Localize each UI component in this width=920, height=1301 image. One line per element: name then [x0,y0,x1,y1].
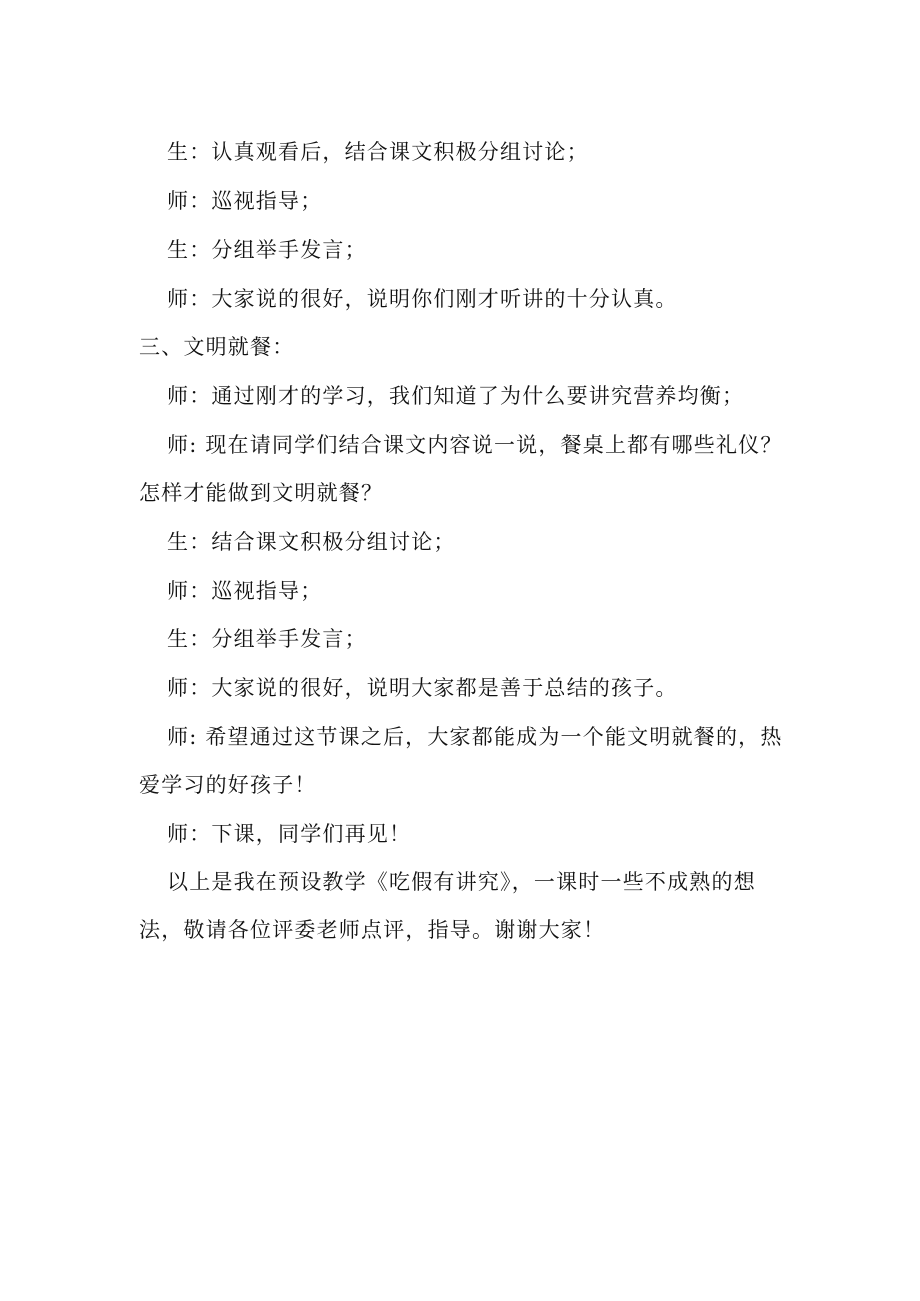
paragraph-student-watch-discuss: 生：认真观看后，结合课文积极分组讨论； [167,140,589,164]
section-heading-civilized-dining: 三、文明就餐： [139,335,295,359]
paragraph-student-discuss: 生：结合课文积极分组讨论； [167,530,456,554]
paragraph-teacher-guide-1: 师：巡视指导； [167,189,323,213]
paragraph-teacher-praise-1: 师：大家说的很好，说明你们刚才听讲的十分认真。 [167,287,678,311]
paragraph-closing-remarks: 以上是我在预设教学《吃假有讲究》，一课时一些不成熟的想法，敬请各位评委老师点评，指导。谢谢大家！ [139,870,756,942]
paragraph-teacher-praise-2: 师：大家说的很好，说明大家都是善于总结的孩子。 [167,676,678,700]
paragraph-student-speak-2: 生：分组举手发言； [167,627,367,651]
paragraph-teacher-goodbye: 师：下课，同学们再见！ [167,822,412,846]
paragraph-teacher-hope: 师: 希望通过这节课之后，大家都能成为一个能文明就餐的，热爱学习的好孩子！ [139,725,783,797]
paragraph-student-speak-1: 生：分组举手发言； [167,238,367,262]
paragraph-teacher-etiquette-question: 师: 现在请同学们结合课文内容说一说，餐桌上都有哪些礼仪？怎样才能做到文明就餐？ [139,433,783,505]
paragraph-teacher-nutrition: 师：通过刚才的学习，我们知道了为什么要讲究营养均衡； [167,384,745,408]
paragraph-teacher-guide-2: 师：巡视指导； [167,579,323,603]
